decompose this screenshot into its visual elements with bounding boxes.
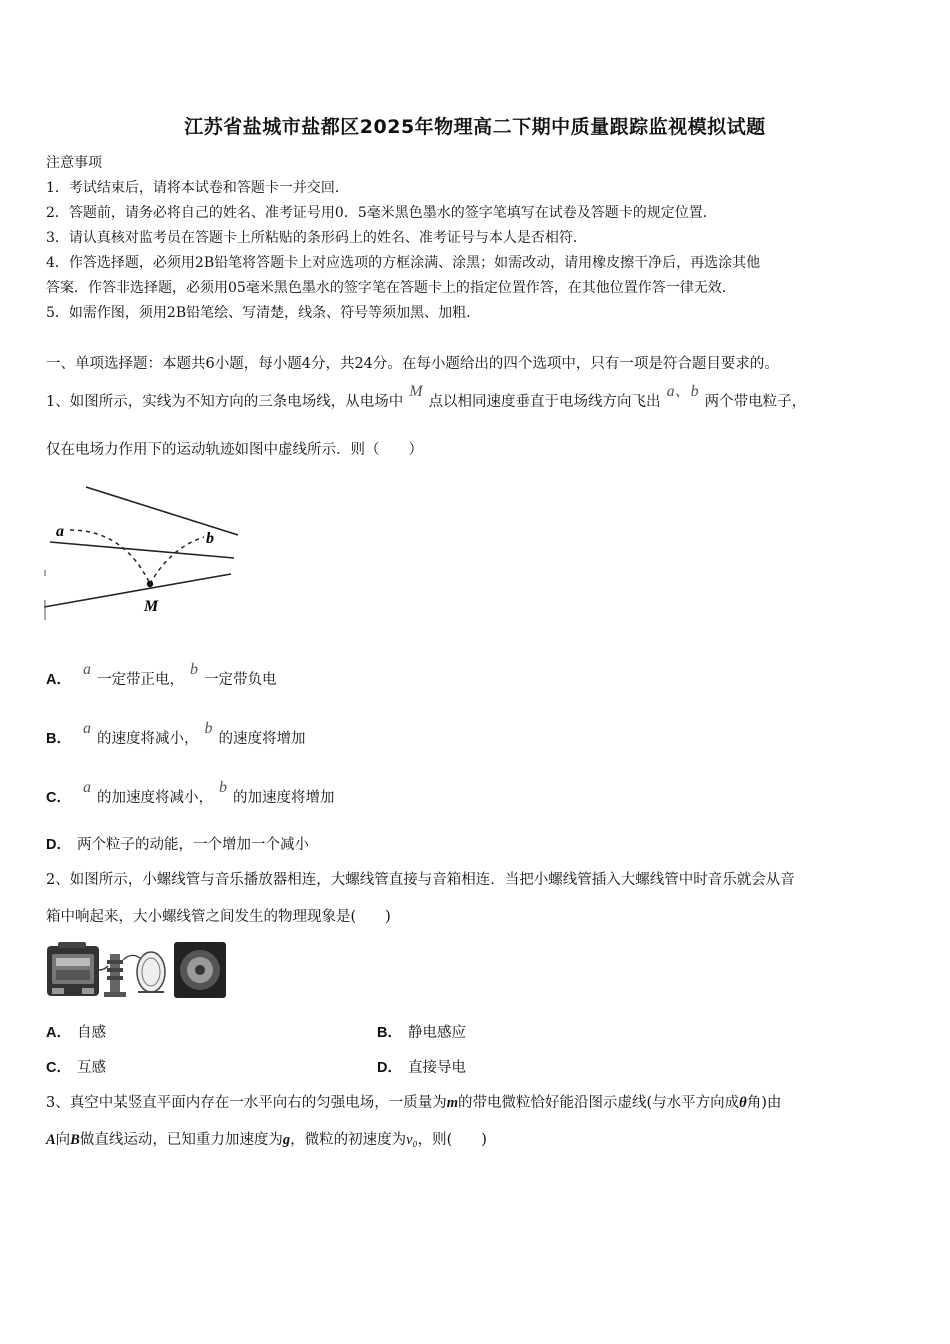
q1-text: 两个带电粒子， [704, 394, 807, 410]
label-b: b [206, 530, 214, 547]
q3-stem-line1: 3、真空中某竖直平面内存在一水平向右的匀强电场，一质量为m的带电微粒恰好能沿图示虚线(与水平方向成θ角)由 [46, 1095, 782, 1111]
q3-stem-line2: A向B做直线运动，已知重力加速度为g，微粒的初速度为v₀，则( ) [46, 1132, 487, 1148]
q1-symbol-ab: a、b [666, 383, 699, 400]
page-title: 江苏省盐城市盐都区2025年物理高二下期中质量跟踪监视模拟试题 [184, 116, 766, 138]
note-item: 3．请认真核对监考员在答题卡上所粘贴的条形码上的姓名、准考证号与本人是否相符． [46, 230, 587, 246]
q2-option-a: A． 自感 [46, 1025, 106, 1041]
q1-option-d: D． 两个粒子的动能，一个增加一个减小 [46, 837, 309, 853]
q1-option-b: B．a的速度将减小，b的速度将增加 [46, 720, 306, 747]
note-item: 2．答题前，请务必将自己的姓名、准考证号用0．5毫米黑色墨水的签字笔填写在试卷及答题卡的规定位置． [46, 205, 717, 221]
q1-text: 1、如图所示，实线为不知方向的三条电场线，从电场中 [46, 394, 404, 410]
q1-option-c: C．a的加速度将减小，b的加速度将增加 [46, 779, 335, 806]
field-line [44, 574, 231, 607]
note-item: 1．考试结束后，请将本试卷和答题卡一并交回． [46, 180, 349, 196]
q2-stem-line2: 箱中响起来，大小螺线管之间发生的物理现象是( ) [46, 909, 391, 925]
trajectory-a [70, 530, 150, 584]
q2-option-c: C． 互感 [46, 1060, 106, 1076]
q2-option-b: B． 静电感应 [377, 1025, 466, 1041]
symbol-m: m [446, 1095, 459, 1111]
label-m: M [144, 598, 159, 615]
trajectory-b [150, 537, 204, 584]
q1-symbol-m: M [409, 383, 423, 400]
q2-stem-line1: 2、如图所示，小螺线管与音乐播放器相连，大螺线管直接与音箱相连．当把小螺线管插入大螺线管中时音乐就会从音 [46, 872, 795, 888]
note-item: 4．作答选择题，必须用2B铅笔将答题卡上对应选项的方框涂满、涂黑；如需改动，请用橡皮擦干净后，再选涂其他 [46, 255, 761, 271]
field-line [86, 487, 238, 535]
symbol-g: g [282, 1132, 291, 1148]
q1-stem-line1 [46, 383, 807, 411]
symbol-theta: θ [739, 1095, 747, 1111]
q2-option-d: D． 直接导电 [377, 1060, 466, 1076]
point-m [147, 581, 153, 587]
symbol-b: B [70, 1132, 80, 1148]
q1-option-a: A．a一定带正电，b一定带负电 [46, 661, 277, 688]
q1-stem-line2: 仅在电场力作用下的运动轨迹如图中虚线所示．则（ ） [46, 442, 423, 458]
notes-heading: 注意事项 [46, 155, 102, 171]
speaker-solenoid-figure [46, 940, 228, 1000]
note-item: 答案．作答非选择题，必须用05毫米黑色墨水的签字笔在答题卡上的指定位置作答，在其他位置作答一律无效． [46, 280, 736, 296]
field-lines-figure [44, 480, 244, 625]
q1-text: 点以相同速度垂直于电场线方向飞出 [428, 394, 661, 410]
note-item: 5．如需作图，须用2B铅笔绘、写清楚，线条、符号等须加黑、加粗． [46, 305, 481, 321]
symbol-a: A [46, 1132, 56, 1148]
label-a: a [56, 523, 64, 540]
symbol-v0: v₀ [406, 1132, 418, 1148]
section-heading: 一、单项选择题：本题共6小题，每小题4分，共24分。在每小题给出的四个选项中，只有一项是符合题目要求的。 [46, 356, 779, 372]
